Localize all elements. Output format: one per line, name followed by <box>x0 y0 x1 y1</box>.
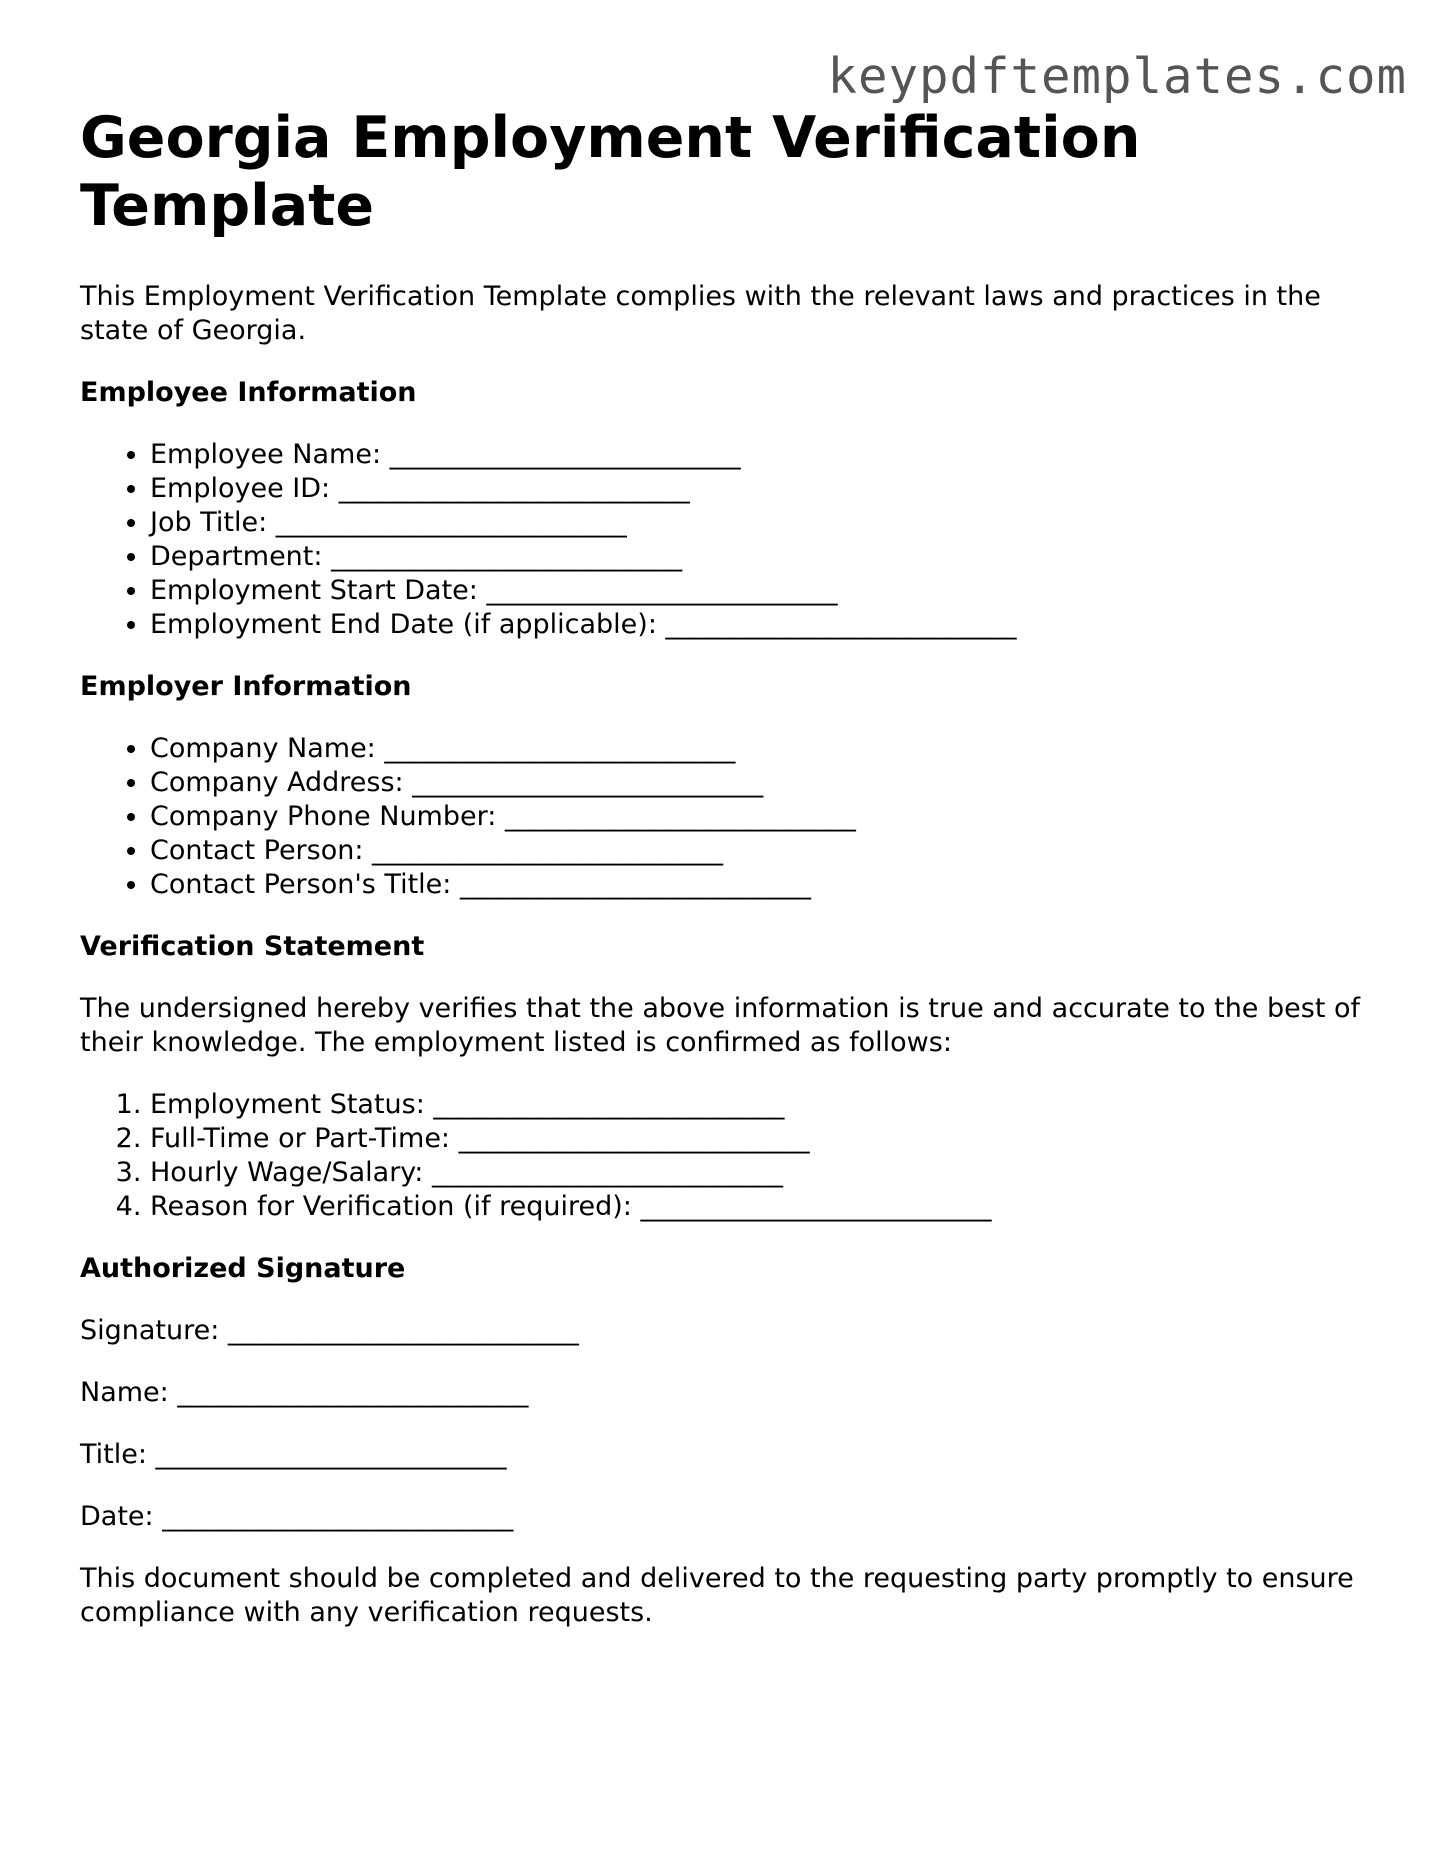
list-item: 1. Employment Status: __________________________ <box>150 1088 1380 1122</box>
verification-statement-heading: Verification Statement <box>80 931 425 962</box>
list-item: • Company Phone Number: __________________________ <box>150 800 1380 834</box>
document-page <box>80 104 1380 1658</box>
page-title: Georgia Employment Verification Template <box>80 105 1141 239</box>
employee-information-list <box>80 438 1380 642</box>
list-item: • Contact Person's Title: __________________________ <box>150 868 1380 902</box>
title-line: Title: __________________________ <box>80 1439 507 1470</box>
list-item: • Employee ID: __________________________ <box>150 472 1380 506</box>
list-item: • Contact Person: __________________________ <box>150 834 1380 868</box>
employee-information-heading: Employee Information <box>80 377 417 408</box>
list-item: • Company Name: __________________________ <box>150 732 1380 766</box>
list-item: • Employee Name: __________________________ <box>150 438 1380 472</box>
signature-line: Signature: __________________________ <box>80 1315 579 1346</box>
verification-statement-text: The undersigned hereby verifies that the above information is true and accurate to the best of their knowledge. The employment listed is confirmed as follows: <box>80 993 1361 1058</box>
verification-list <box>80 1088 1380 1224</box>
intro-paragraph: This Employment Verification Template complies with the relevant laws and practices in the state of Georgia. <box>80 281 1321 346</box>
list-item: 2. Full-Time or Part-Time: __________________________ <box>150 1122 1380 1156</box>
authorized-signature-heading: Authorized Signature <box>80 1253 406 1284</box>
closing-paragraph: This document should be completed and delivered to the requesting party promptly to ensure compliance with any verification requests. <box>80 1563 1354 1628</box>
date-line: Date: __________________________ <box>80 1501 514 1532</box>
list-item: • Employment Start Date: __________________________ <box>150 574 1380 608</box>
list-item: 3. Hourly Wage/Salary: __________________________ <box>150 1156 1380 1190</box>
watermark: keypdftemplates.com <box>827 48 1407 105</box>
list-item: • Employment End Date (if applicable): __________________________ <box>150 608 1380 642</box>
employer-information-list <box>80 732 1380 902</box>
list-item: • Job Title: __________________________ <box>150 506 1380 540</box>
list-item: • Company Address: __________________________ <box>150 766 1380 800</box>
name-line: Name: __________________________ <box>80 1377 529 1408</box>
list-item: 4. Reason for Verification (if required): __________________________ <box>150 1190 1380 1224</box>
list-item: • Department: __________________________ <box>150 540 1380 574</box>
employer-information-heading: Employer Information <box>80 671 412 702</box>
